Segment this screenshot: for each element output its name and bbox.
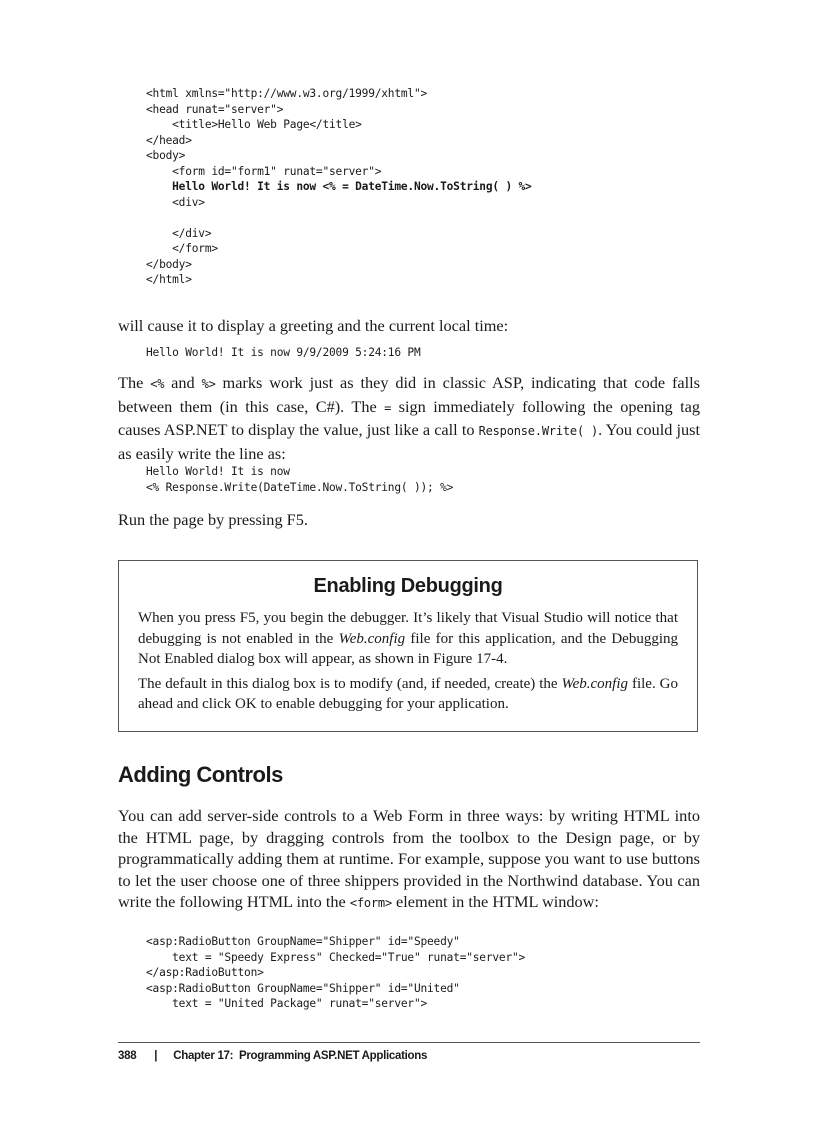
inline-code: =: [384, 400, 392, 415]
code-line: <form id="form1" runat="server">: [146, 164, 382, 178]
code-line: text = "Speedy Express" Checked="True" runat="server">: [146, 950, 526, 964]
text-run: The: [118, 373, 151, 392]
text-run: The default in this dialog box is to modify (and, if needed, create) the: [138, 675, 562, 692]
emphasis-text: Web.config: [561, 675, 629, 692]
code-line: </head>: [146, 133, 192, 147]
code-line: </form>: [146, 242, 218, 255]
code-block-html: [118, 86, 700, 288]
section-heading: Adding Controls: [118, 762, 283, 787]
sidebar-title: Enabling Debugging: [313, 575, 503, 597]
code-line: <title>Hello Web Page</title>: [146, 118, 362, 131]
code-line: <head runat="server">: [146, 102, 284, 116]
text-run: file for this application, and the Debugging Not Enabled dialog box will appear, as shown in Figure 17-4.: [138, 630, 679, 667]
code-block-response-write: [118, 464, 700, 495]
inline-code: <%: [150, 377, 165, 391]
text-run: marks work just as they did in classic ASP, indicating that code falls between them (in this case, C#). The: [118, 373, 700, 416]
code-line: <html xmlns="http://www.w3.org/1999/xhtml">: [146, 87, 428, 100]
code-line: <% Response.Write(DateTime.Now.ToString( )); %>: [146, 480, 454, 494]
code-line: <div>: [146, 195, 205, 209]
sidebar-paragraph: [138, 608, 678, 670]
code-line: <asp:RadioButton GroupName="Shipper" id="Speedy": [146, 935, 460, 948]
text-run: element in the HTML window:: [391, 892, 599, 911]
body-paragraph: will cause it to display a greeting and the current local time:: [118, 316, 509, 335]
footer-separator: |: [154, 1050, 158, 1062]
sidebar-box: [118, 560, 698, 732]
inline-code: Response.Write( ): [478, 424, 599, 438]
chapter-title: Chapter 17: Programming ASP.NET Applications: [173, 1050, 428, 1062]
code-line: text = "United Package" runat="server">: [146, 997, 428, 1010]
code-line: Hello World! It is now: [146, 465, 290, 478]
body-paragraph: Run the page by pressing F5.: [118, 510, 308, 529]
page-footer: [118, 1050, 427, 1062]
inline-code: %>: [201, 377, 216, 391]
inline-code: <form>: [349, 896, 392, 910]
text-run: When you press F5, you begin the debugger. It’s likely that Visual Studio will notice that debugging is not enabled in the: [138, 610, 678, 647]
code-line: </html>: [146, 273, 192, 286]
text-run: sign immediately following the opening tag causes ASP.NET to display the value, just like a call to: [118, 396, 700, 439]
code-line: Hello World! It is now 9/9/2009 5:24:16 PM: [146, 346, 421, 359]
emphasis-text: Web.config: [338, 630, 406, 647]
code-line: <asp:RadioButton GroupName="Shipper" id="United": [146, 981, 460, 995]
code-line: </div>: [146, 226, 212, 240]
code-line-highlighted: Hello World! It is now <% = DateTime.Now.ToString( ) %>: [146, 180, 532, 193]
code-block-output: [118, 345, 700, 361]
code-line: <body>: [146, 149, 186, 162]
text-run: and: [164, 373, 202, 392]
text-run: . You could just as easily write the line as:: [118, 420, 700, 463]
code-line: </body>: [146, 257, 192, 271]
code-line: [146, 210, 700, 226]
text-run: You can add server-side controls to a Web Form in three ways: by writing HTML into the HTML page, by dragging controls from the toolbox to the Design page, or by programmatically adding them at runtime. For example, suppose you want to use buttons to let the user choose one of three shippers provided in the Northwind database. You can write the following HTML into the: [118, 806, 700, 911]
body-paragraph: [118, 805, 700, 915]
body-paragraph: [118, 372, 700, 464]
text-run: file. Go ahead and click OK to enable debugging for your application.: [138, 675, 678, 712]
page-number: 388: [118, 1050, 137, 1062]
code-block-radiobuttons: [118, 934, 700, 1012]
sidebar-paragraph: [138, 674, 678, 715]
code-line: </asp:RadioButton>: [146, 966, 264, 979]
footer-rule: [118, 1042, 700, 1043]
